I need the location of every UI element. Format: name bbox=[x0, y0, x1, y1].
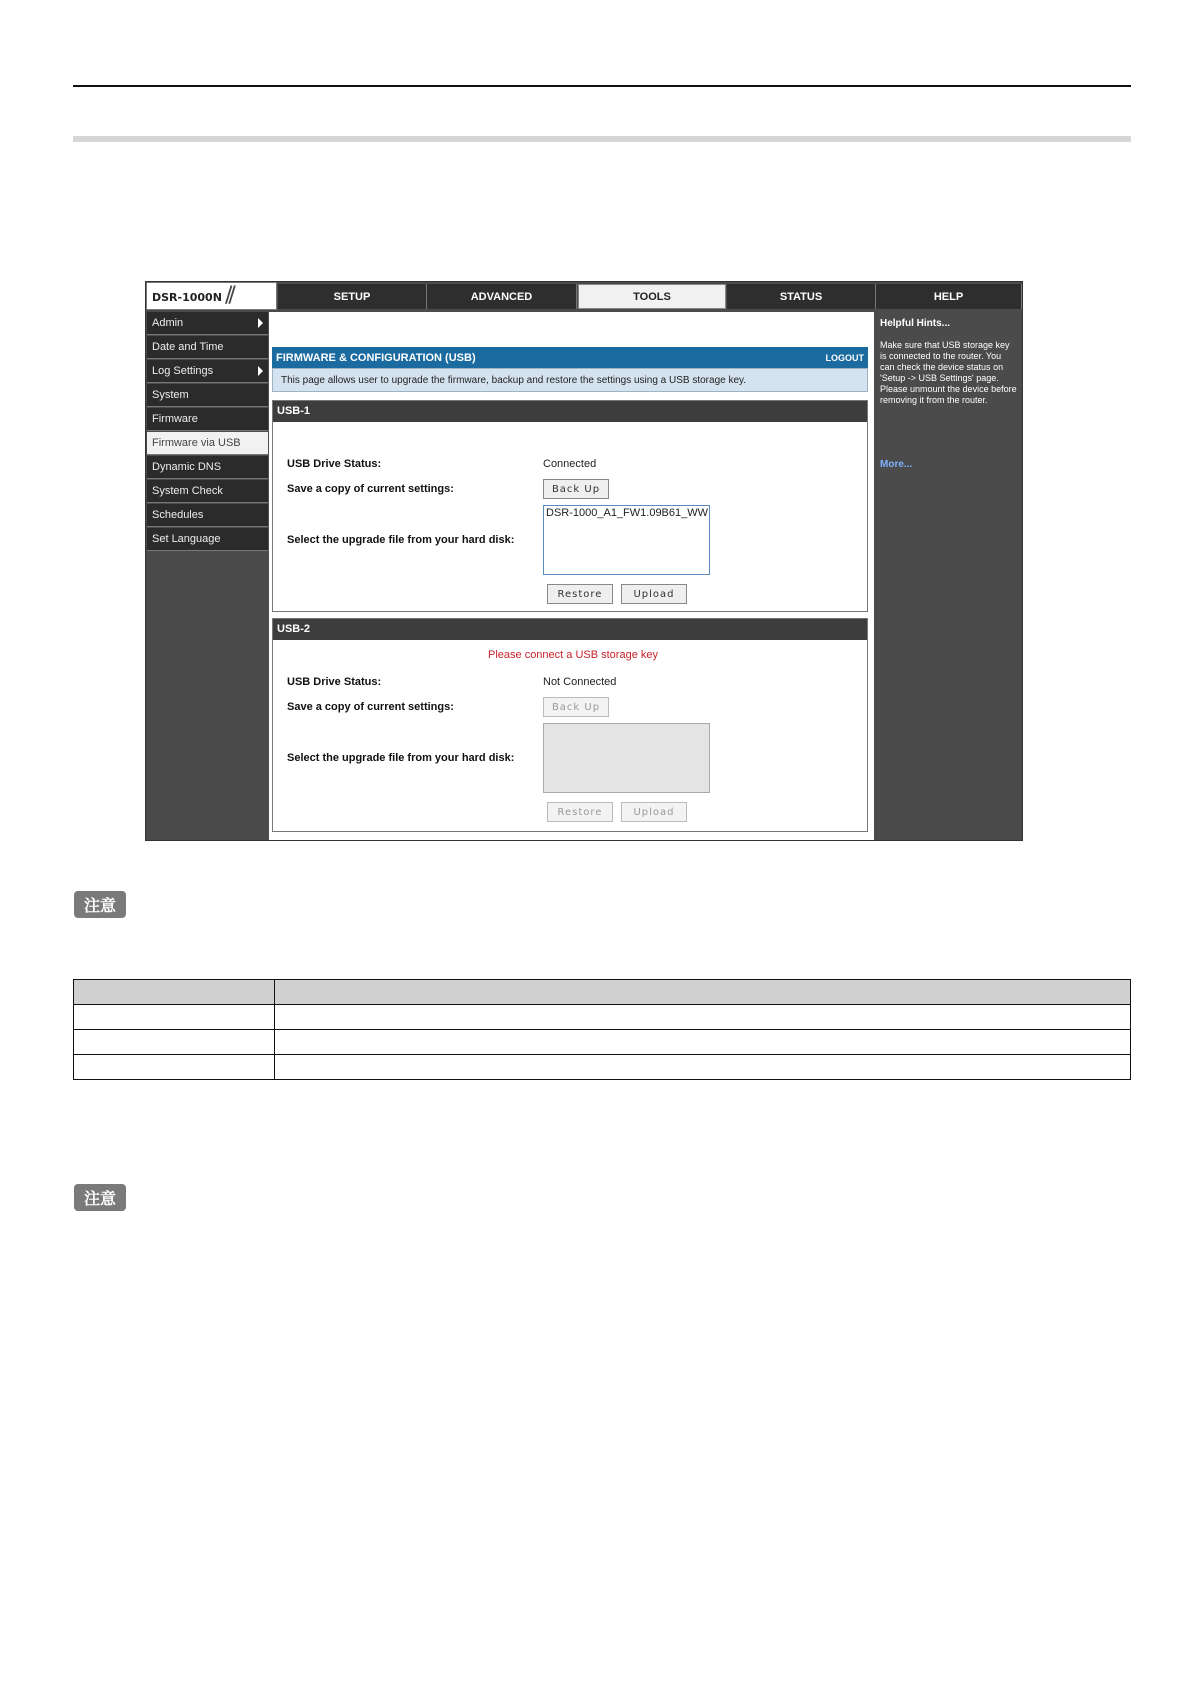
sidebar-item-label: Firmware bbox=[152, 413, 198, 425]
router-screenshot bbox=[145, 281, 1023, 841]
sidebar-item-system[interactable] bbox=[147, 384, 268, 407]
sidebar-item-label: Firmware via USB bbox=[152, 437, 241, 449]
usb2-restore-button[interactable]: Restore bbox=[547, 802, 613, 822]
usb1-section bbox=[272, 400, 868, 612]
note-badge: 注意 bbox=[74, 1184, 126, 1211]
sidebar-item-firmware-via-usb[interactable] bbox=[147, 432, 268, 455]
table-header-cell bbox=[74, 980, 275, 1005]
usb2-status-value: Not Connected bbox=[543, 676, 617, 688]
usb2-file-list[interactable] bbox=[543, 723, 710, 793]
sidebar-item-firmware[interactable] bbox=[147, 408, 268, 431]
tab-status[interactable]: STATUS bbox=[727, 284, 876, 309]
usb2-status-label: USB Drive Status: bbox=[287, 676, 382, 688]
table-row bbox=[74, 1030, 1131, 1055]
usb2-header: USB-2 bbox=[273, 619, 867, 640]
main-content bbox=[269, 312, 874, 840]
table-cell bbox=[74, 1055, 275, 1080]
usb2-warning: Please connect a USB storage key bbox=[488, 649, 658, 661]
product-logo bbox=[146, 282, 277, 310]
logo-slash-decoration: // bbox=[225, 283, 232, 308]
usb1-save-label: Save a copy of current settings: bbox=[287, 483, 454, 495]
table-cell bbox=[275, 1005, 1131, 1030]
table-cell bbox=[275, 1055, 1131, 1080]
sidebar-item-date-and-time[interactable] bbox=[147, 336, 268, 359]
usb1-restore-button[interactable]: Restore bbox=[547, 584, 613, 604]
sidebar-item-log-settings[interactable] bbox=[147, 360, 268, 383]
sidebar-item-label: System bbox=[152, 389, 189, 401]
usb2-upload-button[interactable]: Upload bbox=[621, 802, 687, 822]
table-row bbox=[74, 1005, 1131, 1030]
tab-advanced[interactable]: ADVANCED bbox=[427, 284, 577, 309]
sidebar-item-label: Log Settings bbox=[152, 365, 214, 377]
usb1-upload-button[interactable]: Upload bbox=[621, 584, 687, 604]
table-cell bbox=[74, 1030, 275, 1055]
page-description: This page allows user to upgrade the firmware, backup and restore the settings using a USB storage key. bbox=[272, 368, 868, 392]
usb2-backup-button[interactable]: Back Up bbox=[543, 697, 609, 717]
sidebar-item-schedules[interactable] bbox=[147, 504, 268, 527]
page-title-bar bbox=[272, 347, 868, 368]
note-badge: 注意 bbox=[74, 891, 126, 918]
page-title: FIRMWARE & CONFIGURATION (USB) bbox=[276, 351, 476, 364]
tab-setup[interactable]: SETUP bbox=[278, 284, 427, 309]
tab-tools[interactable]: TOOLS bbox=[578, 284, 726, 309]
sidebar-item-label: System Check bbox=[152, 485, 223, 497]
usb1-status-label: USB Drive Status: bbox=[287, 458, 382, 470]
sidebar-item-label: Dynamic DNS bbox=[152, 461, 222, 473]
usb1-select-label: Select the upgrade file from your hard disk: bbox=[287, 534, 515, 546]
help-body: Make sure that USB storage key is connected to the router. You can check the device status on 'Setup -> USB Settings' page. Please unmount the device before removing it from the router. bbox=[880, 340, 1017, 405]
logout-link[interactable]: LOGOUT bbox=[825, 352, 864, 363]
sidebar-item-label: Date and Time bbox=[152, 341, 224, 353]
usb2-save-label: Save a copy of current settings: bbox=[287, 701, 454, 713]
help-title: Helpful Hints... bbox=[880, 318, 950, 329]
chevron-right-icon bbox=[258, 366, 263, 376]
chevron-right-icon bbox=[258, 318, 263, 328]
sidebar-item-dynamic-dns[interactable] bbox=[147, 456, 268, 479]
usb1-status-value: Connected bbox=[543, 458, 597, 470]
sidebar-item-label: Set Language bbox=[152, 533, 221, 545]
usb2-section bbox=[272, 618, 868, 832]
sidebar-item-set-language[interactable] bbox=[147, 528, 268, 551]
table-header-row bbox=[74, 980, 1131, 1005]
usb1-file-list[interactable]: DSR-1000_A1_FW1.09B61_WW bbox=[543, 505, 710, 575]
usb1-backup-button[interactable]: Back Up bbox=[543, 479, 609, 499]
help-more-link[interactable]: More... bbox=[880, 459, 913, 470]
usb2-select-label: Select the upgrade file from your hard disk: bbox=[287, 752, 515, 764]
sidebar bbox=[147, 312, 268, 552]
help-panel bbox=[876, 312, 1022, 840]
parameter-table bbox=[73, 979, 1131, 1080]
table-cell bbox=[74, 1005, 275, 1030]
sidebar-item-admin[interactable] bbox=[147, 312, 268, 335]
sidebar-item-system-check[interactable] bbox=[147, 480, 268, 503]
table-cell bbox=[275, 1030, 1131, 1055]
section-divider bbox=[73, 136, 1131, 142]
tab-help[interactable]: HELP bbox=[876, 284, 1022, 309]
sidebar-item-label: Admin bbox=[152, 317, 184, 329]
sidebar-item-label: Schedules bbox=[152, 509, 204, 521]
top-rule bbox=[73, 85, 1131, 87]
usb1-header: USB-1 bbox=[273, 401, 867, 422]
table-header-cell bbox=[275, 980, 1131, 1005]
logo-text: DSR-1000N bbox=[152, 291, 222, 304]
table-row bbox=[74, 1055, 1131, 1080]
